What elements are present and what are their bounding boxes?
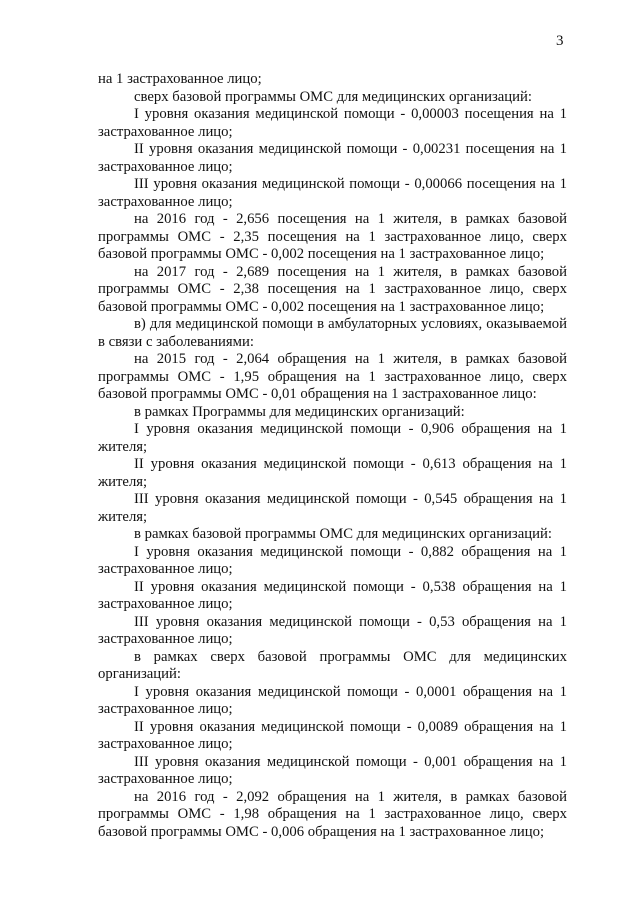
paragraph: на 2017 год - 2,689 посещения на 1 жителя, в рамках базовой программы ОМС - 2,38 посещения на 1 застрахованное лицо, сверх базовой программы ОМС - 0,002 посещения на 1 застрахованное лицо; xyxy=(98,263,567,315)
paragraph: в рамках Программы для медицинских организаций: xyxy=(134,403,465,420)
document-body xyxy=(98,71,567,841)
paragraph: II уровня оказания медицинской помощи - 0,00231 посещения на 1 застрахованное лицо; xyxy=(98,141,567,175)
paragraph: на 2016 год - 2,656 посещения на 1 жителя, в рамках базовой программы ОМС - 2,35 посещения на 1 застрахованное лицо, сверх базовой программы ОМС - 0,002 посещения на 1 застрахованное лицо; xyxy=(98,211,567,262)
paragraph: I уровня оказания медицинской помощи - 0,0001 обращения на 1 застрахованное лицо; xyxy=(98,683,567,717)
paragraph: в) для медицинской помощи в амбулаторных условиях, оказываемой в связи с заболеваниями: xyxy=(98,316,567,350)
paragraph: на 2016 год - 2,092 обращения на 1 жителя, в рамках базовой программы ОМС - 1,98 обращения на 1 застрахованное лицо, сверх базовой программы ОМС - 0,006 обращения на 1 застрахованное лицо; xyxy=(98,788,567,840)
paragraph: II уровня оказания медицинской помощи - 0,0089 обращения на 1 застрахованное лицо; xyxy=(98,718,567,752)
paragraph: II уровня оказания медицинской помощи - 0,613 обращения на 1 жителя; xyxy=(98,456,567,490)
paragraph: III уровня оказания медицинской помощи - 0,545 обращения на 1 жителя; xyxy=(98,491,567,525)
paragraph: на 1 застрахованное лицо; xyxy=(98,71,262,87)
paragraph: в рамках сверх базовой программы ОМС для медицинских организаций: xyxy=(98,648,567,682)
paragraph: I уровня оказания медицинской помощи - 0,882 обращения на 1 застрахованное лицо; xyxy=(98,543,567,577)
paragraph: I уровня оказания медицинской помощи - 0,906 обращения на 1 жителя; xyxy=(98,421,567,455)
paragraph: I уровня оказания медицинской помощи - 0,00003 посещения на 1 застрахованное лицо; xyxy=(98,106,567,140)
paragraph: сверх базовой программы ОМС для медицинских организаций: xyxy=(134,88,532,105)
paragraph: III уровня оказания медицинской помощи - 0,001 обращения на 1 застрахованное лицо; xyxy=(98,753,567,787)
paragraph: III уровня оказания медицинской помощи - 0,00066 посещения на 1 застрахованное лицо; xyxy=(98,176,567,210)
paragraph: II уровня оказания медицинской помощи - 0,538 обращения на 1 застрахованное лицо; xyxy=(98,578,567,612)
paragraph: на 2015 год - 2,064 обращения на 1 жителя, в рамках базовой программы ОМС - 1,95 обращения на 1 застрахованное лицо, сверх базовой программы ОМС - 0,01 обращения на 1 застрахованное лицо: xyxy=(98,351,567,402)
paragraph: III уровня оказания медицинской помощи - 0,53 обращения на 1 застрахованное лицо; xyxy=(98,613,567,647)
paragraph: в рамках базовой программы ОМС для медицинских организаций: xyxy=(134,526,552,542)
page-number: 3 xyxy=(556,33,564,49)
